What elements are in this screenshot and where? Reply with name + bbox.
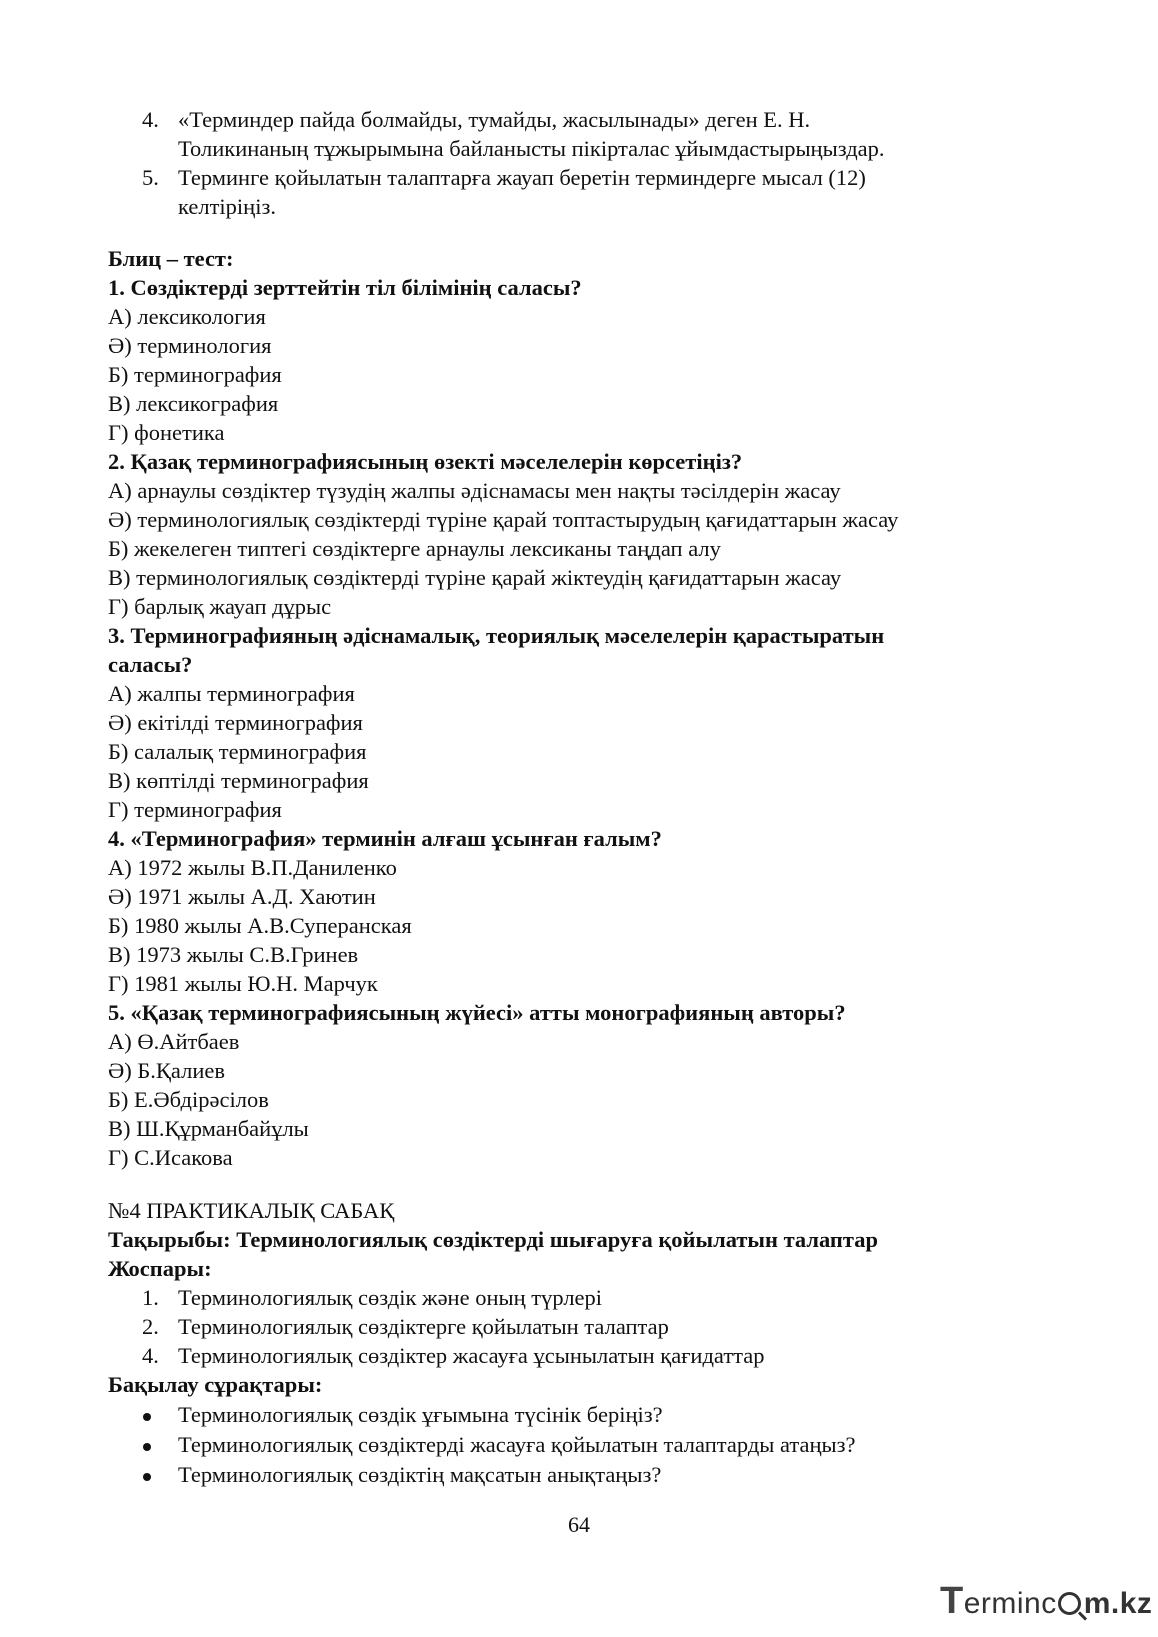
magnifier-icon (1058, 1592, 1081, 1615)
plan-heading: Жоспары: (108, 1256, 212, 1281)
logo-letter: T (940, 1580, 964, 1622)
answer-option: Б) 1980 жылы А.В.Суперанская (108, 913, 412, 938)
bullet-icon (143, 1473, 151, 1481)
answer-option: Б) терминография (108, 362, 282, 387)
control-question: Терминологиялық сөздіктерді жасауға қойылатын талаптарды атаңыз? (178, 1432, 856, 1457)
answer-option: А) Ө.Айтбаев (108, 1029, 240, 1054)
plan-item-number: 4. (142, 1343, 159, 1368)
intro-item-text: «Терминдер пайда болмайды, тумайды, жасылынады» деген Е. Н. (178, 107, 811, 132)
answer-option: Г) терминография (108, 797, 282, 822)
control-question: Терминологиялық сөздіктің мақсатын анықтаңыз? (178, 1462, 662, 1487)
answer-option: Б) жекелеген типтегі сөздіктерге арнаулы лексиканы таңдап алу (108, 536, 721, 561)
plan-item-text: Терминологиялық сөздік және оның түрлері (178, 1285, 603, 1310)
intro-item-text: келтіріңіз. (178, 194, 276, 219)
control-question: Терминологиялық сөздік ұғымына түсінік беріңіз? (178, 1402, 663, 1427)
question-5: 5. «Қазақ терминографиясының жүйесі» атты монографияның авторы? (108, 1000, 846, 1025)
control-questions-heading: Бақылау сұрақтары: (108, 1372, 323, 1397)
answer-option: Ә) екітілді терминография (108, 710, 363, 735)
answer-option: А) лексикология (108, 304, 266, 329)
page-number: 64 (568, 1512, 590, 1537)
answer-option: А) 1972 жылы В.П.Даниленко (108, 855, 397, 880)
termincom-logo (940, 1580, 1152, 1623)
lesson-title: №4 ПРАКТИКАЛЫҚ САБАҚ (108, 1198, 395, 1223)
plan-item-number: 1. (142, 1285, 159, 1310)
bullet-icon (143, 1443, 151, 1451)
answer-option: А) арнаулы сөздіктер түзудің жалпы әдіснамасы мен нақты тәсілдерін жасау (108, 478, 841, 503)
intro-item-text: Толикинаның тұжырымына байланысты пікірталас ұйымдастырыңыздар. (178, 136, 885, 161)
answer-option: Ә) 1971 жылы А.Д. Хаютин (108, 884, 376, 909)
blitz-heading: Блиц – тест: (108, 246, 234, 271)
question-3: 3. Терминографияның әдіснамалық, теориялық мәселелерін қарастыратын (108, 623, 885, 648)
answer-option: В) лексикография (108, 391, 279, 416)
answer-option: Ә) терминология (108, 333, 272, 358)
answer-option: В) терминологиялық сөздіктерді түріне қарай жіктеудің қағидаттарын жасау (108, 565, 842, 590)
plan-item-number: 2. (142, 1314, 159, 1339)
intro-item-number: 5. (142, 165, 159, 190)
intro-item-text: Терминге қойылатын талаптарға жауап беретін терминдерге мысал (12) (178, 165, 866, 190)
answer-option: В) Ш.Құрманбайұлы (108, 1116, 309, 1141)
answer-option: Г) фонетика (108, 420, 225, 445)
question-1: 1. Сөздіктерді зерттейтін тіл білімінің саласы? (108, 275, 582, 300)
answer-option: В) 1973 жылы С.В.Гринев (108, 942, 359, 967)
logo-text: erminc (963, 1587, 1057, 1620)
intro-item-number: 4. (142, 107, 159, 132)
answer-option: Б) Е.Әбдірәсілов (108, 1087, 269, 1112)
answer-option: В) көптілді терминография (108, 768, 369, 793)
plan-item-text: Терминологиялық сөздіктерге қойылатын талаптар (178, 1314, 669, 1339)
question-4: 4. «Терминография» терминін алғаш ұсынған ғалым? (108, 826, 662, 851)
bullet-icon (143, 1413, 151, 1421)
answer-option: Г) барлық жауап дұрыс (108, 594, 332, 619)
logo-domain: m.kz (1083, 1587, 1153, 1620)
answer-option: Г) 1981 жылы Ю.Н. Марчук (108, 971, 378, 996)
answer-option: Ә) терминологиялық сөздіктерді түріне қарай топтастырудың қағидаттарын жасау (108, 507, 899, 532)
answer-option: Г) С.Исакова (108, 1145, 233, 1170)
answer-option: Ә) Б.Қалиев (108, 1058, 225, 1083)
answer-option: Б) салалық терминография (108, 739, 367, 764)
question-3-continued: саласы? (108, 652, 193, 677)
question-2: 2. Қазақ терминографиясының өзекті мәселелерін көрсетіңіз? (108, 449, 743, 474)
answer-option: А) жалпы терминография (108, 681, 355, 706)
plan-item-text: Терминологиялық сөздіктер жасауға ұсынылатын қағидаттар (178, 1343, 765, 1368)
lesson-topic: Тақырыбы: Терминологиялық сөздіктерді шығаруға қойылатын талаптар (108, 1227, 878, 1252)
